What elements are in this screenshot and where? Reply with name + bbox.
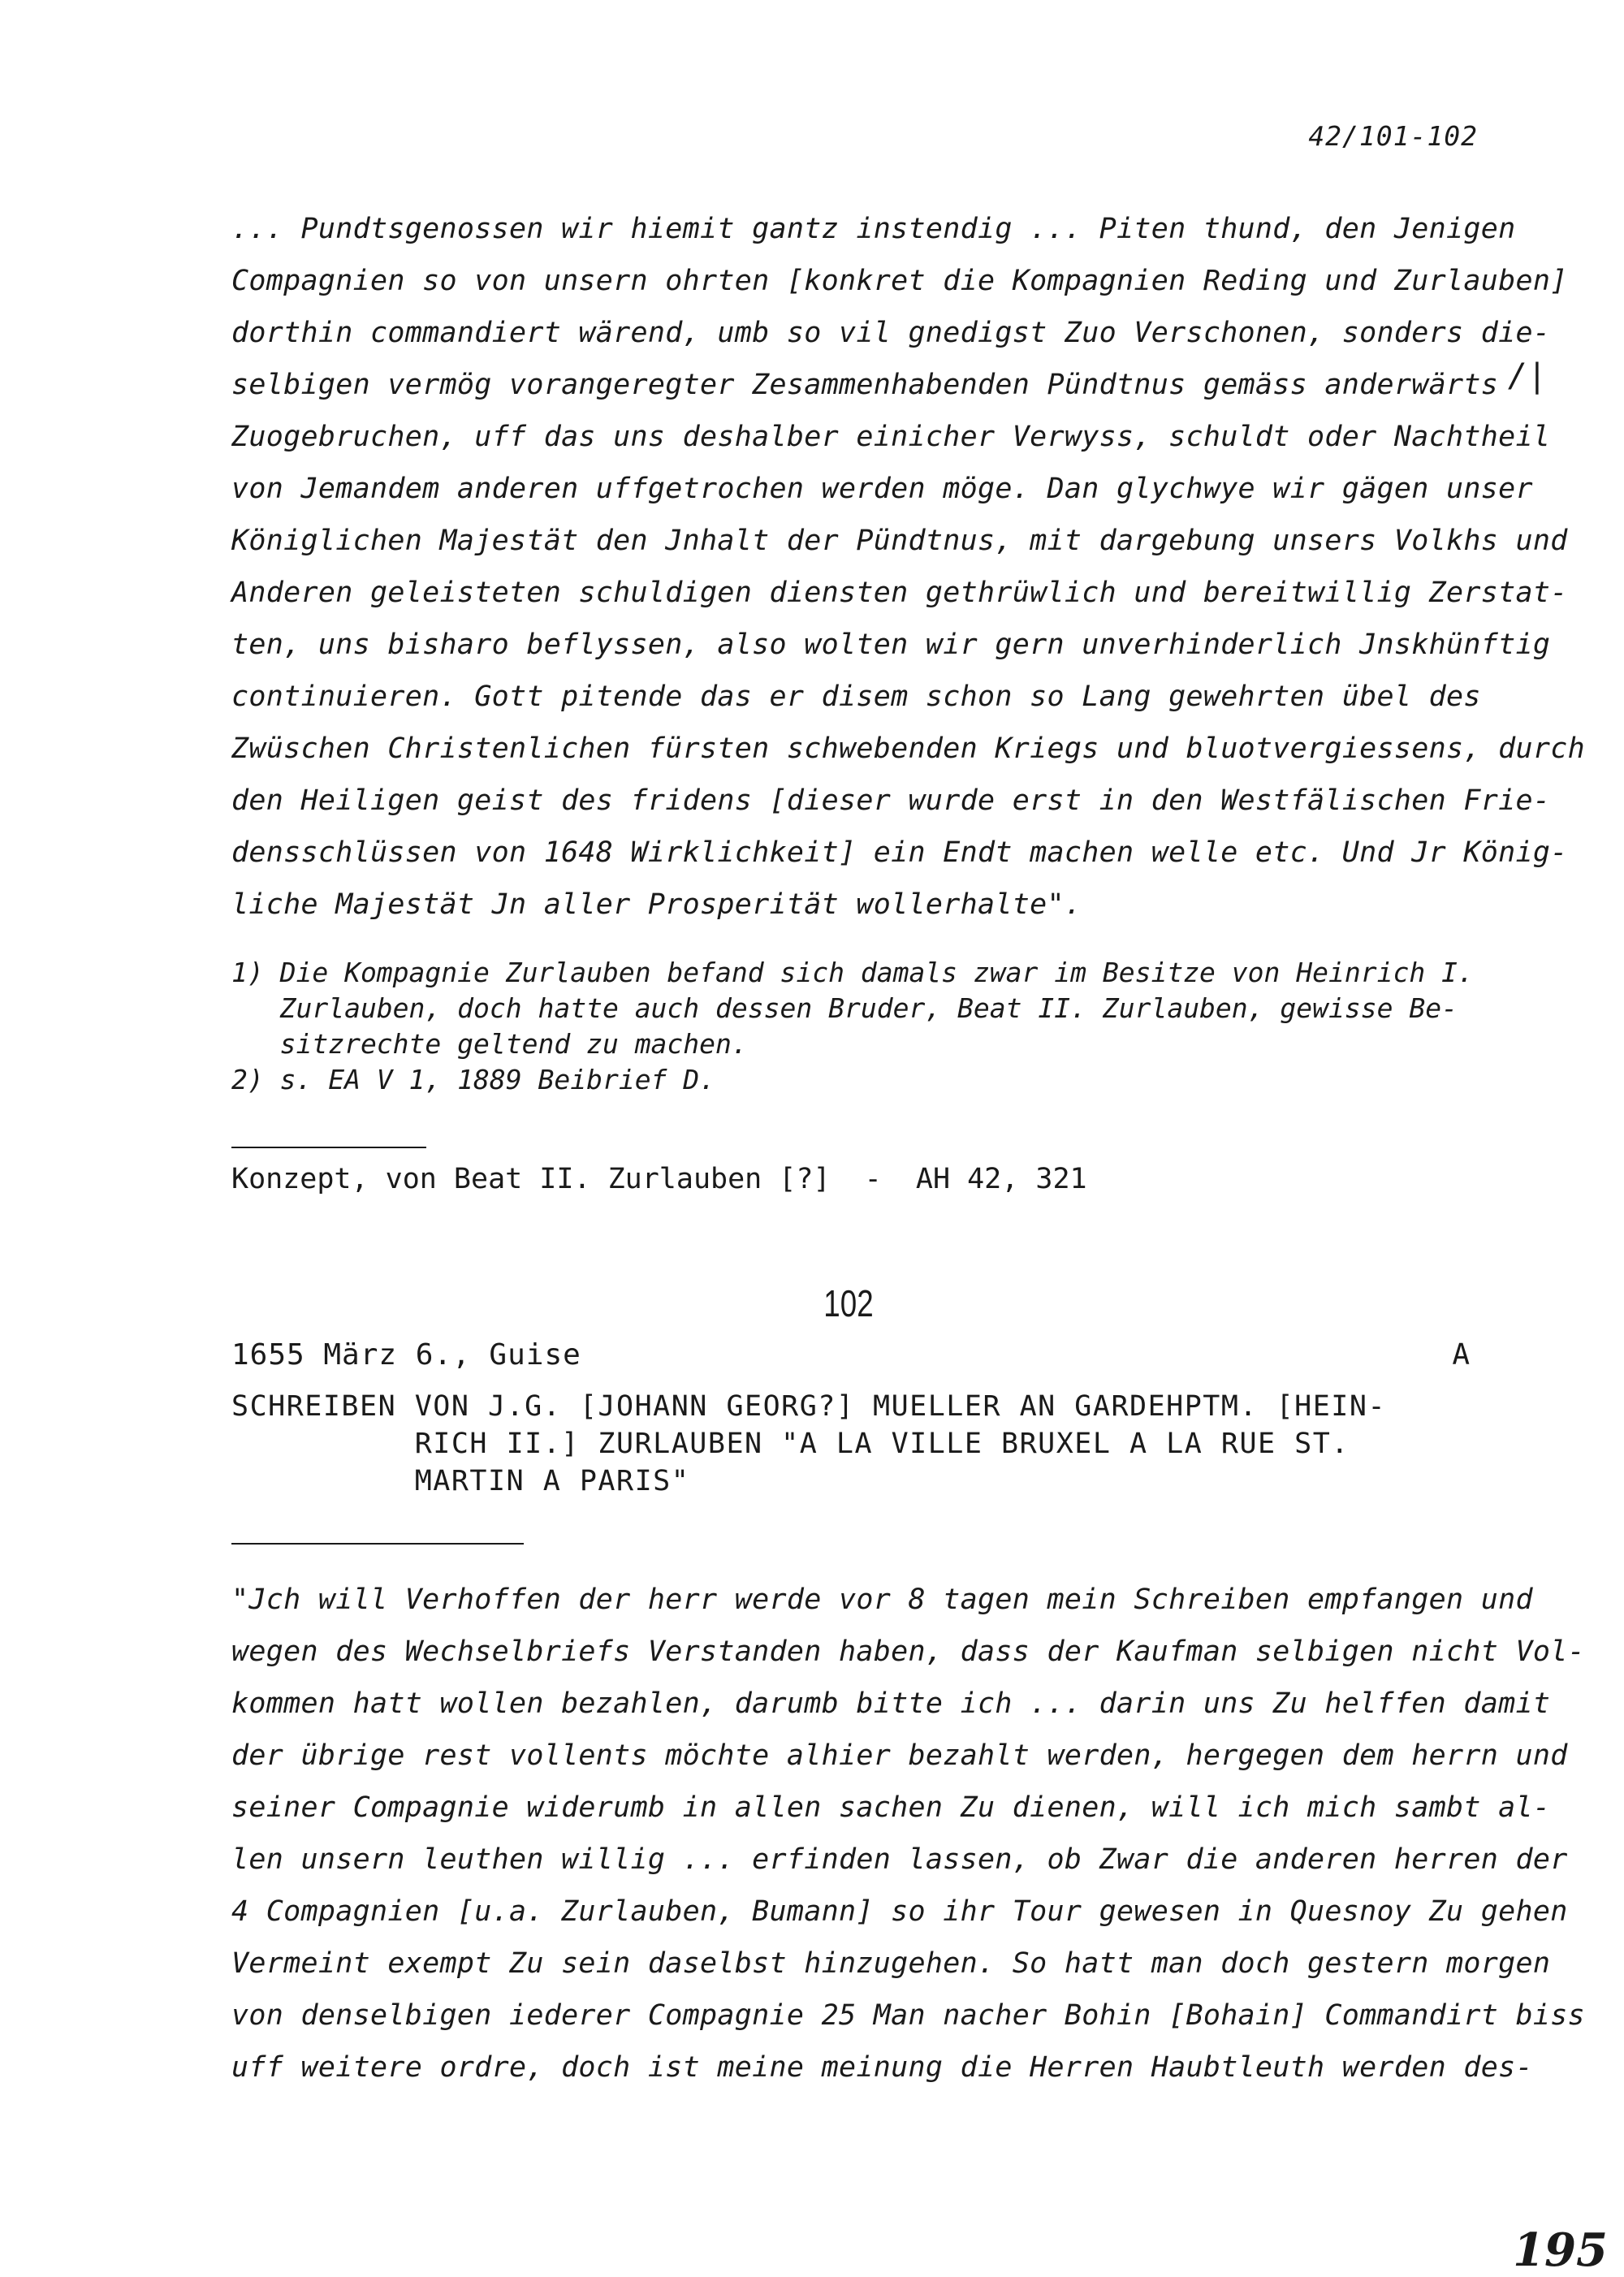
footnote-line: Zurlauben, doch hatte auch dessen Bruder, Beat II. Zurlauben, gewisse Be- <box>231 992 1458 1024</box>
body-line: selbigen vermög vorangeregter Zesammenhabenden Pündtnus gemäss anderwärts <box>231 369 1499 401</box>
letter-line: "Jch will Verhoffen der herr werde vor 8 tagen mein Schreiben empfangen und <box>231 1584 1533 1616</box>
source-note: Konzept, von Beat II. Zurlauben [?] - AH 42, 321 <box>231 1163 1087 1195</box>
letter-line: uff weitere ordre, doch ist meine meinung die Herren Haubtleuth werden des- <box>231 2051 1533 2084</box>
letter-line: der übrige rest vollents möchte alhier bezahlt werden, hergegen dem herrn und <box>231 1739 1568 1772</box>
body-line: ... Pundtsgenossen wir hiemit gantz instendig ... Piten thund, den Jenigen <box>231 213 1516 245</box>
separator-rule <box>231 1543 524 1545</box>
letter-line: wegen des Wechselbriefs Verstanden haben, dass der Kaufman selbigen nicht Vol- <box>231 1635 1585 1668</box>
page-stamp: 195 <box>1513 2223 1608 2277</box>
body-line: Königlichen Majestät den Jnhalt der Pündtnus, mit dargebung unsers Volkhs und <box>231 525 1568 557</box>
title-line: SCHREIBEN VON J.G. [JOHANN GEORG?] MUELLER AN GARDEHPTM. [HEIN- <box>231 1390 1387 1423</box>
separator-rule <box>231 1147 426 1148</box>
body-line: liche Majestät Jn aller Prosperität wollerhalte". <box>231 888 1082 921</box>
date-place: 1655 März 6., Guise <box>231 1338 581 1372</box>
page-reference: 42/101-102 <box>1308 120 1478 152</box>
title-line: RICH II.] ZURLAUBEN "A LA VILLE BRUXEL A LA RUE ST. <box>231 1428 1350 1460</box>
footnote-line: 1) Die Kompagnie Zurlauben befand sich damals zwar im Besitze von Heinrich I. <box>231 957 1474 988</box>
grade-letter: A <box>1452 1338 1470 1372</box>
body-line: Compagnien so von unsern ohrten [konkret die Kompagnien Reding und Zurlauben] <box>231 265 1568 297</box>
body-line: Zuogebruchen, uff das uns deshalber einicher Verwyss, schuldt oder Nachtheil <box>231 421 1551 453</box>
letter-line: kommen hatt wollen bezahlen, darumb bitte ich ... darin uns Zu helffen damit <box>231 1687 1551 1720</box>
footnote-line: sitzrechte geltend zu machen. <box>231 1028 748 1060</box>
letter-line: len unsern leuthen willig ... erfinden lassen, ob Zwar die anderen herren der <box>231 1843 1568 1876</box>
body-line: dorthin commandiert wärend, umb so vil gnedigst Zuo Verschonen, sonders die- <box>231 317 1551 349</box>
body-line: Zwüschen Christenlichen fürsten schwebenden Kriegs und bluotvergiessens, durch <box>231 732 1585 765</box>
letter-line: Vermeint exempt Zu sein daselbst hinzugehen. So hatt man doch gestern morgen <box>231 1947 1551 1980</box>
body-line: continuieren. Gott pitende das er disem schon so Lang gewehrten übel des <box>231 681 1481 713</box>
body-line: ten, uns bisharo beflyssen, also wolten wir gern unverhinderlich Jnskhünftig <box>231 629 1551 661</box>
letter-line: seiner Compagnie widerumb in allen sachen Zu dienen, will ich mich sambt al- <box>231 1791 1551 1824</box>
footnote-line: 2) s. EA V 1, 1889 Beibrief D. <box>231 1064 716 1095</box>
body-line: Anderen geleisteten schuldigen diensten gethrüwlich und bereitwillig Zerstat- <box>231 577 1568 609</box>
letter-line: von denselbigen iederer Compagnie 25 Man nacher Bohin [Bohain] Commandirt biss <box>231 1999 1585 2032</box>
body-line: den Heiligen geist des fridens [dieser wurde erst in den Westfälischen Frie- <box>231 784 1551 817</box>
margin-mark: /| <box>1507 357 1547 395</box>
document-number: 102 <box>823 1282 874 1324</box>
body-line: von Jemandem anderen uffgetrochen werden möge. Dan glychwye wir gägen unser <box>231 473 1533 505</box>
title-line: MARTIN A PARIS" <box>231 1465 690 1497</box>
letter-line: 4 Compagnien [u.a. Zurlauben, Bumann] so ihr Tour gewesen in Quesnoy Zu gehen <box>231 1895 1568 1928</box>
body-line: densschlüssen von 1648 Wirklichkeit] ein Endt machen welle etc. Und Jr König- <box>231 836 1568 869</box>
